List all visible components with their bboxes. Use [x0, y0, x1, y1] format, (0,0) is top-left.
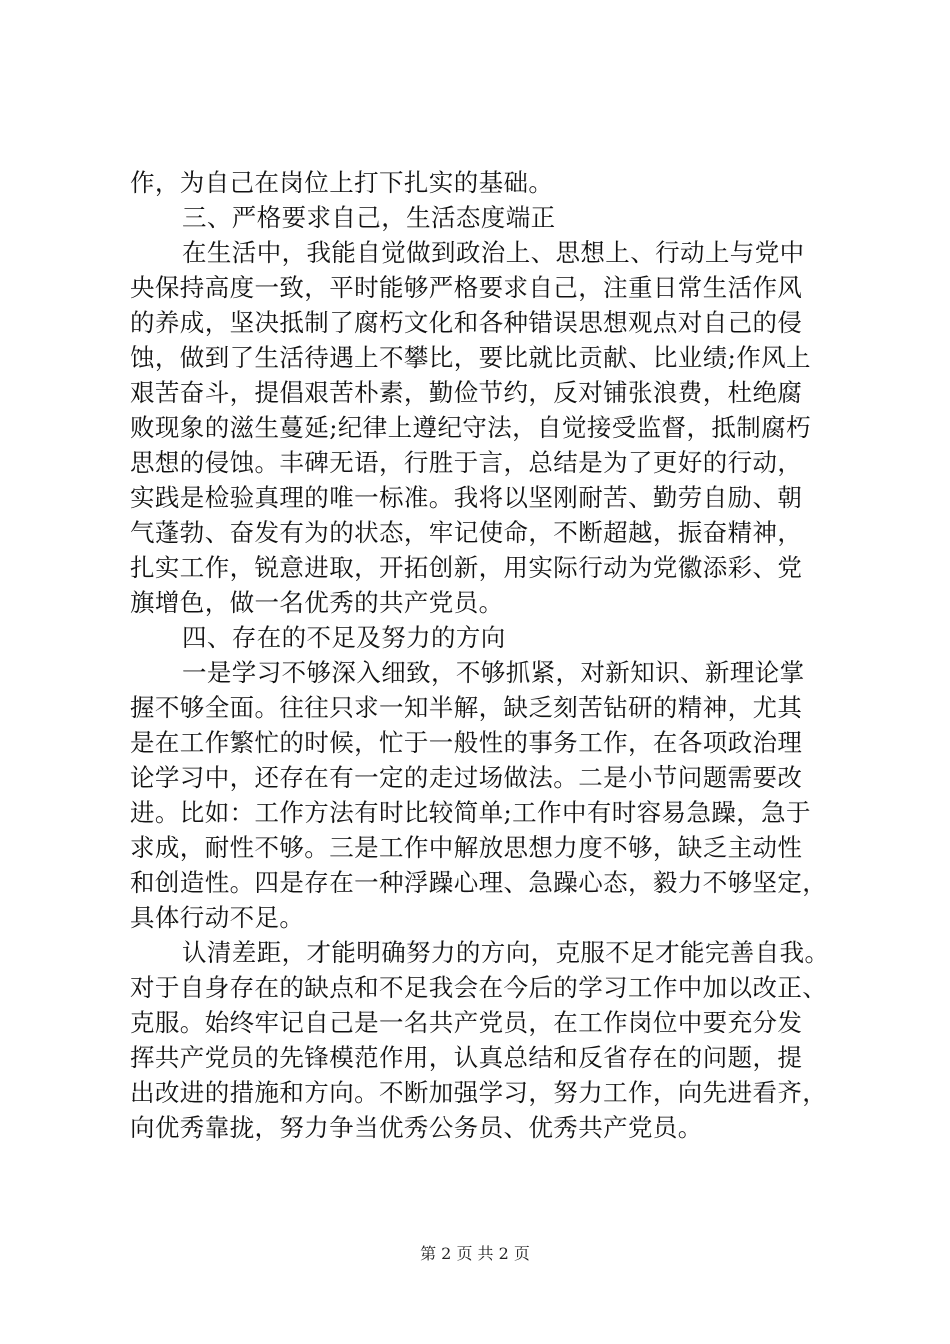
text-line: 求成，耐性不够。三是工作中解放思想力度不够，缺乏主动性	[130, 833, 803, 862]
text-line: 艰苦奋斗，提倡艰苦朴素，勤俭节约，反对铺张浪费，杜绝腐	[130, 378, 803, 407]
document-body	[130, 165, 835, 1145]
text-line: 气蓬勃、奋发有为的状态，牢记使命，不断超越，振奋精神，	[130, 518, 803, 547]
text-line: 败现象的滋生蔓延;纪律上遵纪守法，自觉接受监督，抵制腐朽	[130, 413, 811, 442]
text-line: 对于自身存在的缺点和不足我会在今后的学习工作中加以改正、	[130, 973, 828, 1002]
text-line: 认清差距，才能明确努力的方向，克服不足才能完善自我。	[182, 938, 830, 967]
text-line: 和创造性。四是存在一种浮躁心理、急躁心态，毅力不够坚定，	[130, 868, 828, 897]
page-footer: 第 2 页 共 2 页	[420, 1244, 530, 1263]
text-line: 扎实工作，锐意进取，开拓创新，用实际行动为党徽添彩、党	[130, 553, 803, 582]
text-line: 进。比如：工作方法有时比较简单;工作中有时容易急躁，急于	[130, 798, 811, 827]
text-line: 思想的侵蚀。丰碑无语，行胜于言，总结是为了更好的行动，	[130, 448, 803, 477]
text-line: 实践是检验真理的唯一标准。我将以坚刚耐苦、勤劳自励、朝	[130, 483, 803, 512]
text-line: 论学习中，还存在有一定的走过场做法。二是小节问题需要改	[130, 763, 803, 792]
text-line: 蚀，做到了生活待遇上不攀比，要比就比贡献、比业绩;作风上	[130, 343, 811, 372]
text-line: 克服。始终牢记自己是一名共产党员，在工作岗位中要充分发	[130, 1008, 803, 1037]
text-line: 三、严格要求自己，生活态度端正	[182, 203, 556, 232]
text-line: 在生活中，我能自觉做到政治上、思想上、行动上与党中	[182, 238, 805, 267]
text-line: 握不够全面。往往只求一知半解，缺乏刻苦钻研的精神，尤其	[130, 693, 803, 722]
text-line: 旗增色，做一名优秀的共产党员。	[130, 588, 504, 617]
text-line: 一是学习不够深入细致，不够抓紧，对新知识、新理论掌	[182, 658, 805, 687]
text-line: 挥共产党员的先锋模范作用，认真总结和反省存在的问题，提	[130, 1043, 803, 1072]
text-line: 的养成，坚决抵制了腐朽文化和各种错误思想观点对自己的侵	[130, 308, 803, 337]
text-line: 央保持高度一致，平时能够严格要求自己，注重日常生活作风	[130, 273, 803, 302]
text-line: 四、存在的不足及努力的方向	[182, 623, 506, 652]
text-line: 是在工作繁忙的时候，忙于一般性的事务工作，在各项政治理	[130, 728, 803, 757]
text-line: 作，为自己在岗位上打下扎实的基础。	[130, 168, 554, 197]
text-line: 具体行动不足。	[130, 903, 305, 932]
text-line: 出改进的措施和方向。不断加强学习，努力工作，向先进看齐，	[130, 1078, 828, 1107]
text-line: 向优秀靠拢，努力争当优秀公务员、优秀共产党员。	[130, 1113, 703, 1142]
